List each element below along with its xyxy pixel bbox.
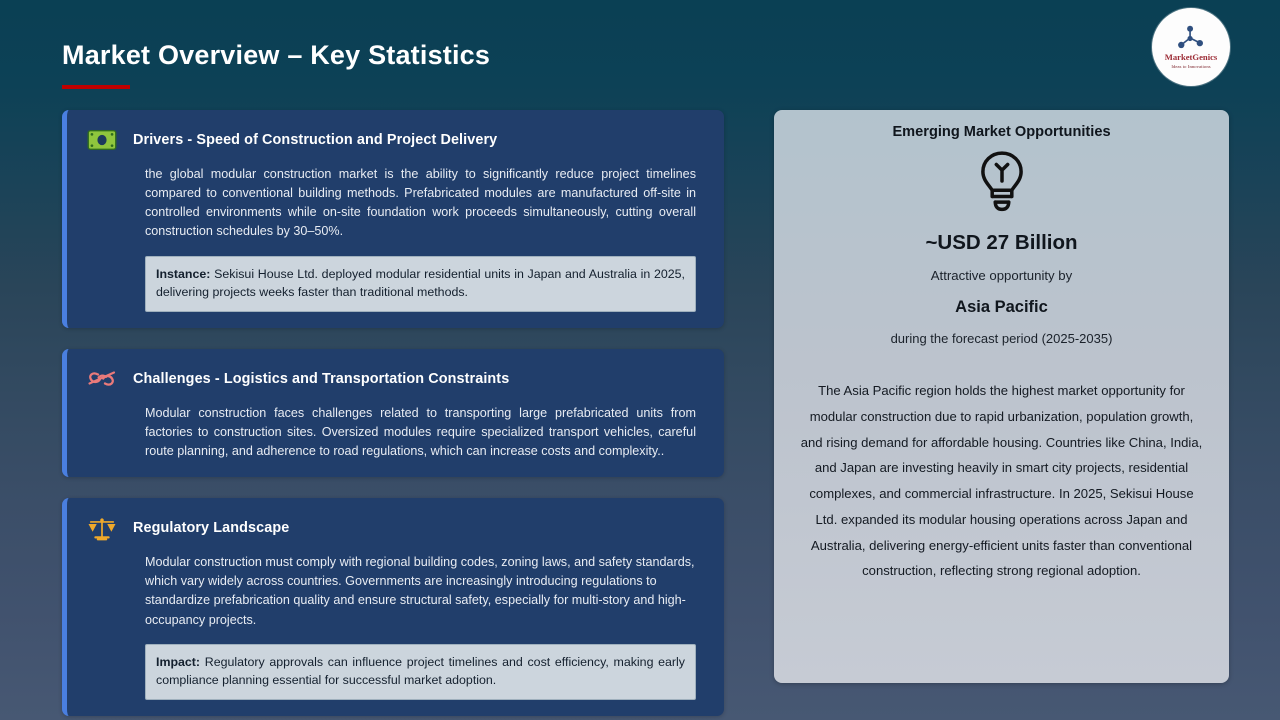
callout-text: Regulatory approvals can influence project timelines and cost efficiency, making early compliance planning essential for successful market adoption. (156, 654, 685, 688)
region-name: Asia Pacific (955, 298, 1048, 316)
logo-name: MarketGenics (1164, 52, 1218, 63)
card-title: Drivers - Speed of Construction and Project Delivery (133, 132, 498, 148)
card-title: Challenges - Logistics and Transportation Constraints (133, 370, 510, 387)
card-drivers (62, 110, 724, 328)
panel-paragraph: The Asia Pacific region holds the highest market opportunity for modular construction due to rapid urbanization, population growth, and rising demand for affordable housing. Countries like China, India, and Japan are investing heavily in smart city projects, residential complexes, and commercial infrastructure. In 2025, Sekisui House Ltd. expanded its modular housing operations across Japan and Australia, delivering energy-efficient units faster than conventional construction, reflecting strong regional adoption. (800, 383, 1203, 579)
callout-label: Instance: (156, 266, 211, 281)
card-body-text: Modular construction faces challenges related to transporting large prefabricated units from factories to construction sites. Oversized modules require specialized transport vehicles, careful route planning, and adherence to road regulations, which can increase costs and complexity.. (145, 405, 696, 459)
brand-logo (1152, 8, 1230, 86)
title-underline-rule (62, 85, 130, 89)
emerging-opportunities-panel (774, 110, 1229, 683)
broken-link-icon (85, 364, 119, 394)
logo-tagline: Ideas to Innovations (1171, 63, 1211, 69)
page-title: Market Overview – Key Statistics (62, 40, 491, 70)
card-header (85, 125, 704, 155)
card-header (85, 513, 704, 543)
market-value: ~USD 27 Billion (925, 231, 1078, 254)
instance-callout (145, 256, 696, 312)
balance-scale-icon (85, 513, 119, 543)
callout-label: Impact: (156, 654, 201, 669)
card-regulatory (62, 498, 724, 716)
left-cards-column (62, 110, 724, 716)
molecule-node-icon (1176, 25, 1206, 51)
impact-callout (145, 644, 696, 700)
banknote-icon (85, 125, 119, 155)
lightbulb-icon (796, 148, 1207, 216)
card-title: Regulatory Landscape (133, 520, 290, 537)
card-challenges (62, 349, 724, 477)
card-body-text: the global modular construction market is the ability to significantly reduce project timelines compared to conventional building methods. Prefabricated modules are manufactured off-site in controlled environments while on-site foundation work proceeds simultaneously, cutting overall construction schedules by 30–50%. (145, 167, 696, 239)
opportunity-subtitle: Attractive opportunity by (930, 268, 1073, 283)
card-header (85, 364, 704, 394)
card-body-text: Modular construction must comply with regional building codes, zoning laws, and safety standards, which vary widely across countries. Governments are increasingly introducing regulations to standardize prefabrication quality and ensure structural safety, especially for multi-story and high-occupancy projects. (145, 555, 695, 627)
forecast-period: during the forecast period (2025-2035) (890, 331, 1113, 346)
panel-title: Emerging Market Opportunities (892, 124, 1111, 140)
callout-text: Sekisui House Ltd. deployed modular residential units in Japan and Australia in 2025, delivering projects weeks faster than traditional methods. (156, 266, 685, 300)
